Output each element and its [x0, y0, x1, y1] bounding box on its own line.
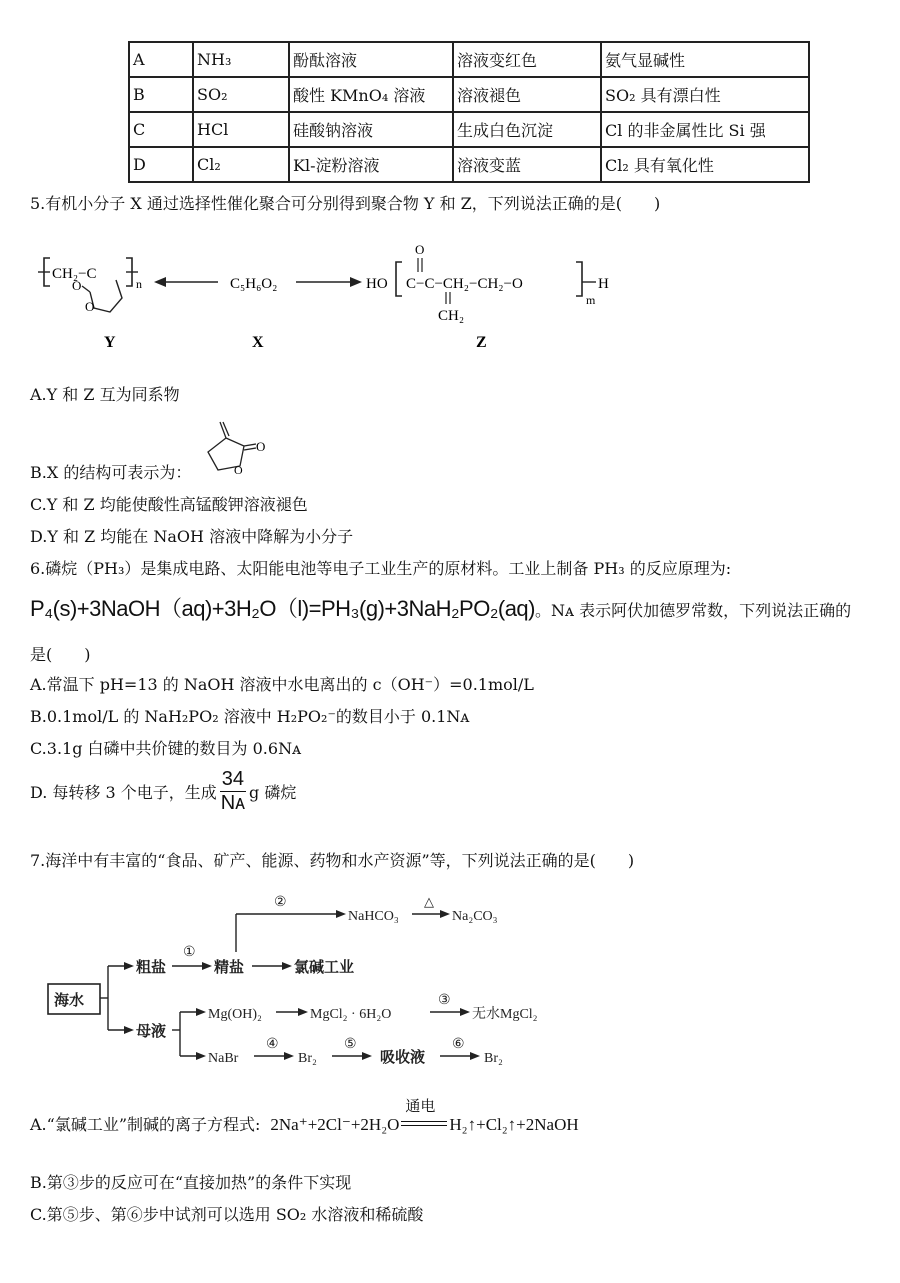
electrolysis-label: 通电 — [405, 1097, 436, 1115]
q5-option-c: C.Y 和 Z 均能使酸性高锰酸钾溶液褪色 — [30, 495, 308, 514]
q5-option-a: A.Y 和 Z 互为同系物 — [30, 385, 180, 404]
table-cell: C — [129, 112, 193, 147]
question-7-stem: 7.海洋中有丰富的“食品、矿产、能源、药物和水产资源”等，下列说法正确的是( ) — [30, 851, 635, 870]
x-formula: C₅H₆O₂ — [230, 276, 278, 292]
table-cell: SO₂ 具有漂白性 — [601, 77, 809, 112]
fraction — [220, 768, 246, 815]
equation-tail: 。Nᴀ 表示阿伏加德罗常数，下列说法正确的 — [535, 601, 852, 620]
q6-option-a: A.常温下 pH=13 的 NaOH 溶液中水电离出的 c（OH⁻）=0.1mol/L — [30, 675, 534, 694]
y-chain-text: CH₂−C — [52, 266, 97, 282]
step-6: ⑥ — [452, 1037, 465, 1052]
z-carbonyl-o: O — [415, 242, 425, 257]
q6-option-d-suffix: g 磷烷 — [249, 783, 297, 802]
label-y: Y — [104, 334, 116, 351]
seawater-flowchart — [40, 890, 600, 1080]
table-cell: SO₂ — [193, 77, 289, 112]
table-cell: HCl — [193, 112, 289, 147]
phosphine-equation — [30, 592, 851, 623]
fraction-denominator: Nᴀ — [220, 792, 246, 814]
q6-option-d — [30, 768, 296, 815]
flow-na2co3: Na₂CO₃ — [452, 909, 498, 924]
table-cell: A — [129, 42, 193, 77]
table-cell: B — [129, 77, 193, 112]
table-cell: 溶液变蓝 — [453, 147, 601, 182]
table-row — [129, 112, 809, 147]
table-cell: 溶液褪色 — [453, 77, 601, 112]
q6-option-c: C.3.1g 白磷中共价键的数目为 0.6Nᴀ — [30, 739, 302, 758]
flow-mother-liquor: 母液 — [136, 1024, 167, 1040]
electrolysis-condition — [401, 1097, 447, 1135]
q7-option-c: C.第⑤步、第⑥步中试剂可以选用 SO₂ 水溶液和稀硫酸 — [30, 1205, 424, 1224]
q7-eq-right: H₂↑+Cl₂↑+2NaOH — [449, 1115, 579, 1134]
table-row — [129, 77, 809, 112]
table-cell: 生成白色沉淀 — [453, 112, 601, 147]
z-methylene: CH₂ — [438, 308, 465, 324]
q7-option-a-prefix: A.“氯碱工业”制碱的离子方程式: — [30, 1115, 261, 1134]
question-6-stem-end: 是( ) — [30, 645, 91, 664]
table-cell: 溶液变红色 — [453, 42, 601, 77]
step-1: ① — [183, 945, 196, 960]
table-cell: 氨气显碱性 — [601, 42, 809, 77]
q5-option-d: D.Y 和 Z 均能在 NaOH 溶液中降解为小分子 — [30, 527, 354, 546]
z-end-group: HO — [366, 276, 388, 292]
y-subscript: n — [136, 277, 142, 291]
table-cell: D — [129, 147, 193, 182]
flow-nahco3: NaHCO₃ — [348, 909, 399, 924]
y-carbonyl-o: O — [72, 278, 82, 293]
lactone-ring-o: O — [234, 463, 243, 477]
flow-nabr: NaBr — [208, 1051, 239, 1066]
step-3: ③ — [438, 993, 451, 1008]
q7-option-b: B.第③步的反应可在“直接加热”的条件下实现 — [30, 1173, 352, 1192]
flow-br2-end: Br₂ — [484, 1051, 503, 1066]
phosphine-equation-text: P₄(s)+3NaOH（aq)+3H₂O（l)=PH₃(g)+3NaH₂PO₂(aq) — [30, 596, 535, 621]
flow-refined-salt: 精盐 — [214, 960, 245, 976]
table-cell: Cl₂ 具有氧化性 — [601, 147, 809, 182]
table-cell: 硅酸钠溶液 — [289, 112, 453, 147]
z-end-h: H — [598, 276, 609, 292]
q6-option-d-prefix: D. 每转移 3 个电子，生成 — [30, 783, 217, 802]
z-chain-text: C−C−CH₂−CH₂−O — [406, 276, 523, 292]
flow-seawater: 海水 — [54, 993, 85, 1009]
table-cell: Kl-淀粉溶液 — [289, 147, 453, 182]
table-cell: Cl₂ — [193, 147, 289, 182]
flow-chlor-alkali: 氯碱工业 — [294, 960, 355, 976]
polymerization-scheme — [30, 232, 630, 357]
table-cell: 酸性 KMnO₄ 溶液 — [289, 77, 453, 112]
lactone-carbonyl-o: O — [256, 439, 266, 454]
y-ring-o: O — [85, 299, 95, 314]
table-cell: Cl 的非金属性比 Si 强 — [601, 112, 809, 147]
step-5: ⑤ — [344, 1037, 357, 1052]
z-subscript: m — [586, 293, 596, 307]
flow-mgcl2-hydrate: MgCl₂ · 6H₂O — [310, 1007, 392, 1022]
label-x: X — [252, 334, 264, 351]
fraction-numerator: 34 — [221, 768, 245, 790]
flow-heat: △ — [424, 894, 434, 909]
table-row — [129, 42, 809, 77]
flow-anhydrous-mgcl2: 无水MgCl₂ — [472, 1007, 538, 1022]
q7-eq-left: 2Na⁺+2Cl⁻+2H₂O — [270, 1115, 400, 1134]
question-6-stem: 6.磷烷（PH₃）是集成电路、太阳能电池等电子工业生产的原材料。工业上制备 PH₃ 的反应原理为: — [30, 559, 732, 578]
label-z: Z — [476, 334, 487, 351]
q6-option-b: B.0.1mol/L 的 NaH₂PO₂ 溶液中 H₂PO₂⁻的数目小于 0.1Nᴀ — [30, 707, 470, 726]
step-2: ② — [274, 895, 287, 910]
question-5-stem: 5.有机小分子 X 通过选择性催化聚合可分别得到聚合物 Y 和 Z，下列说法正确的是( ) — [30, 194, 661, 213]
flow-absorb: 吸收液 — [380, 1050, 426, 1066]
table-row — [129, 147, 809, 182]
q7-option-a — [30, 1097, 579, 1135]
flow-crude-salt: 粗盐 — [136, 960, 167, 976]
table-cell: NH₃ — [193, 42, 289, 77]
step-4: ④ — [266, 1037, 279, 1052]
table-cell: 酚酞溶液 — [289, 42, 453, 77]
lactone-structure-figure — [196, 420, 286, 480]
flow-br2: Br₂ — [298, 1051, 317, 1066]
q5-option-b: B.X 的结构可表示为： — [30, 463, 192, 482]
question-4-table — [128, 41, 810, 183]
flow-mgoh2: Mg(OH)₂ — [208, 1007, 262, 1022]
